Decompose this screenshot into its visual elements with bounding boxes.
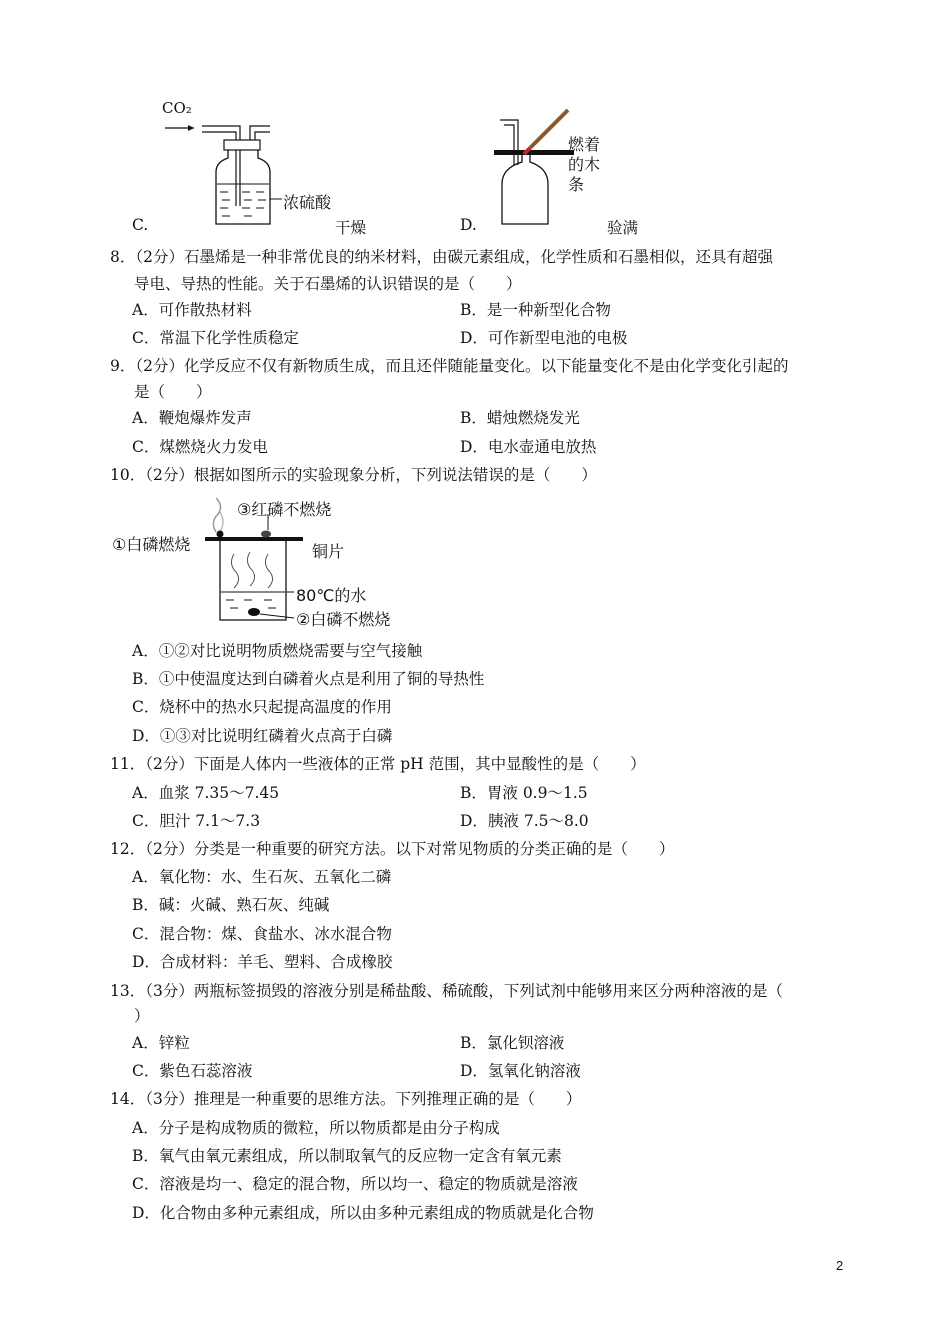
q11-option-a[interactable]: A．血浆 7.35～7.45 [132,784,280,802]
q13-option-a[interactable]: A．锌粒 [132,1034,190,1052]
q8-option-d[interactable]: D．可作新型电池的电极 [460,329,628,347]
q11-stem-line1: 11．（2分）下面是人体内一些液体的正常 pH 范围，其中显酸性的是（ ） [110,755,646,773]
q10-label-copper: 铜片 [312,542,345,561]
figure-c-drying [150,96,380,236]
option-d-letter: D. [460,216,477,234]
q14-option-b[interactable]: B．氧气由氧元素组成，所以制取氧气的反应物一定含有氧元素 [132,1147,562,1165]
q10-option-b[interactable]: B．①中使温度达到白磷着火点是利用了铜的导热性 [132,670,485,688]
q10-label-white-phosphorus-burning: ①白磷燃烧 [112,535,191,554]
q10-option-a[interactable]: A．①②对比说明物质燃烧需要与空气接触 [132,642,423,660]
q9-stem-line1: 9．（2分）化学反应不仅有新物质生成，而且还伴随能量变化。以下能量变化不是由化学变化引起的 [110,357,789,375]
q14-option-c[interactable]: C．溶液是均一、稳定的混合物，所以均一、稳定的物质就是溶液 [132,1175,578,1193]
q14-option-d[interactable]: D．化合物由多种元素组成，所以由多种元素组成的物质就是化合物 [132,1204,594,1222]
c-liquid-label: 浓硫酸 [283,193,332,212]
q12-stem-line1: 12．（2分）分类是一种重要的研究方法。以下对常见物质的分类正确的是（ ） [110,840,675,858]
q12-option-a[interactable]: A．氧化物：水、生石灰、五氧化二磷 [132,868,392,886]
q11-option-c[interactable]: C．胆汁 7.1～7.3 [132,812,261,830]
d-caption: 验满 [607,219,639,237]
q12-option-c[interactable]: C．混合物：煤、食盐水、冰水混合物 [132,925,392,943]
q11-option-d[interactable]: D．胰液 7.5～8.0 [460,812,589,830]
option-c-letter: C. [132,216,149,234]
q14-stem-line1: 14．（3分）推理是一种重要的思维方法。下列推理正确的是（ ） [110,1090,582,1108]
q10-option-d[interactable]: D．①③对比说明红磷着火点高于白磷 [132,727,393,745]
q13-option-b[interactable]: B．氯化钡溶液 [460,1034,565,1052]
q8-stem-line2: 导电、导热的性能。关于石墨烯的认识错误的是（ ） [134,275,522,293]
figure-d-check-full [480,100,580,235]
q9-stem-line2: 是（ ） [134,383,212,401]
q8-option-b[interactable]: B．是一种新型化合物 [460,301,611,319]
q10-label-red-phosphorus: ③红磷不燃烧 [237,500,332,519]
q8-option-a[interactable]: A．可作散热材料 [132,301,252,319]
c-gas-label: CO₂ [162,99,192,117]
q9-option-c[interactable]: C．煤燃烧火力发电 [132,438,268,456]
q8-option-c[interactable]: C．常温下化学性质稳定 [132,329,299,347]
q11-option-b[interactable]: B．胃液 0.9～1.5 [460,784,588,802]
gas-collection-bottle-diagram [480,100,580,235]
q10-stem-line1: 10．（2分）根据如图所示的实验现象分析，下列说法错误的是（ ） [110,466,597,484]
q13-stem-line2: ） [134,1007,150,1025]
q10-option-c[interactable]: C．烧杯中的热水只起提高温度的作用 [132,698,392,716]
q14-option-a[interactable]: A．分子是构成物质的微粒，所以物质都是由分子构成 [132,1119,500,1137]
d-splint-label: 燃着的木条 [568,135,601,194]
gas-wash-bottle-diagram [150,96,380,236]
q13-option-d[interactable]: D．氢氧化钠溶液 [460,1062,581,1080]
q12-option-d[interactable]: D．合成材料：羊毛、塑料、合成橡胶 [132,953,393,971]
q12-option-b[interactable]: B．碱：火碱、熟石灰、纯碱 [132,896,330,914]
q8-stem-line1: 8．（2分）石墨烯是一种非常优良的纳米材料，由碳元素组成，化学性质和石墨相似，还具有超强 [110,248,773,266]
q13-option-c[interactable]: C．紫色石蕊溶液 [132,1062,253,1080]
q10-label-white-phosphorus-underwater: ②白磷不燃烧 [296,610,391,629]
q9-option-a[interactable]: A．鞭炮爆炸发声 [132,409,252,427]
q10-label-hot-water: 80℃的水 [296,586,367,605]
page-number: 2 [836,1258,844,1273]
q13-stem-line1: 13．（3分）两瓶标签损毁的溶液分别是稀盐酸、稀硫酸，下列试剂中能够用来区分两种溶液的是（ [110,982,783,1000]
c-caption: 干燥 [335,219,367,237]
q9-option-b[interactable]: B．蜡烛燃烧发光 [460,409,580,427]
q9-option-d[interactable]: D．电水壶通电放热 [460,438,597,456]
